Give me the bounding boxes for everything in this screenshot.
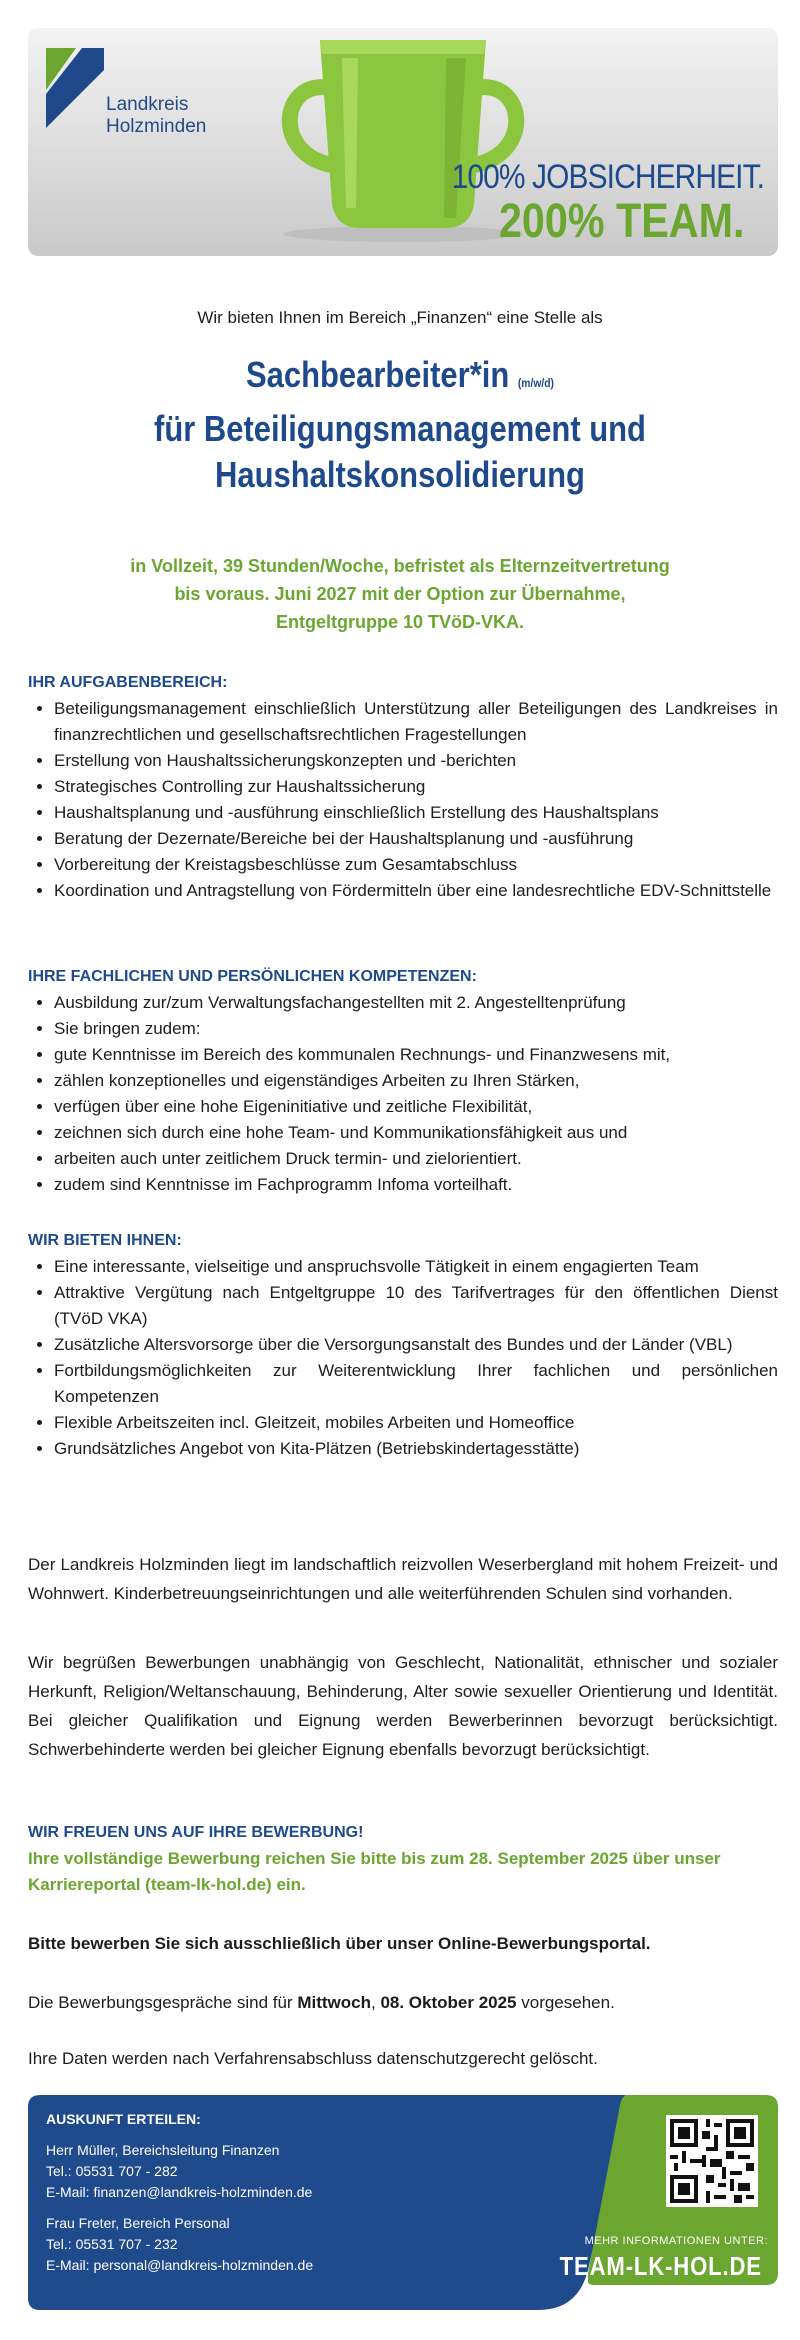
- more-info-label: MEHR INFORMATIONEN UNTER:: [584, 2235, 768, 2247]
- contact-heading: AUSKUNFT ERTEILEN:: [46, 2111, 201, 2127]
- online-only-text: Bitte bewerben Sie sich ausschließlich über unser Online-Bewerbungsportal.: [28, 1934, 651, 1953]
- interview-text: Die Bewerbungsgespräche sind für Mittwoch, 08. Oktober 2025 vorgesehen.: [28, 1993, 615, 2012]
- apply-deadline-text: Ihre vollständige Bewerbung reichen Sie bitte bis zum 28. September 2025 über unser Karriereportal (team-lk-hol.de) ein.: [28, 1849, 721, 1894]
- page-title: [0, 352, 800, 498]
- header-banner: [28, 28, 778, 256]
- footer: [28, 2095, 778, 2310]
- contact1-mail[interactable]: E-Mail: finanzen@landkreis-holzminden.de: [46, 2184, 313, 2200]
- privacy-text: Ihre Daten werden nach Verfahrensabschluss datenschutzgerecht gelöscht.: [28, 2049, 598, 2068]
- list-item: • zeichnen sich durch eine hohe Team- und Kommunikationsfähigkeit aus und: [54, 1120, 778, 1146]
- logo-line2: Holzminden: [106, 116, 207, 137]
- list-item: • Ausbildung zur/zum Verwaltungsfachangestellten mit 2. Angestelltenprüfung: [54, 990, 778, 1016]
- skills-heading: IHRE FACHLICHEN UND PERSÖNLICHEN KOMPETENZEN:: [28, 968, 477, 985]
- list-item: • Strategisches Controlling zur Haushaltssicherung: [54, 774, 778, 800]
- region-text: Der Landkreis Holzminden liegt im landschaftlich reizvollen Weserbergland mit hohem Freizeit- und Wohnwert. Kinderbetreuungseinrichtungen und alle weiterführenden Schulen sind vorhanden.: [28, 1555, 778, 1603]
- list-item: • Erstellung von Haushaltssicherungskonzepten und -berichten: [54, 748, 778, 774]
- list-item: • Attraktive Vergütung nach Entgeltgruppe 10 des Tarifvertrages für den öffentlichen Dienst (TVöD VKA): [54, 1280, 778, 1332]
- interview-day: Mittwoch: [297, 1993, 371, 2012]
- contact2-tel[interactable]: Tel.: 05531 707 - 232: [46, 2236, 178, 2252]
- apply-section: [28, 1820, 778, 1898]
- contact2-name: Frau Freter, Bereich Personal: [46, 2215, 230, 2231]
- intro-text: Wir bieten Ihnen im Bereich „Finanzen“ eine Stelle als: [197, 308, 603, 327]
- privacy-section: [28, 2046, 778, 2072]
- interview-date: 08. Oktober 2025: [380, 1993, 517, 2012]
- list-item: • Haushaltsplanung und -ausführung einschließlich Erstellung des Haushaltsplans: [54, 800, 778, 826]
- offer-list: [28, 1254, 778, 1462]
- logo-text: [106, 94, 206, 138]
- offer-heading: WIR BIETEN IHNEN:: [28, 1232, 182, 1249]
- tasks-section: [28, 674, 778, 904]
- terms-line: bis voraus. Juni 2027 mit der Option zur Übernahme,: [174, 584, 626, 604]
- title-line3: Haushaltskonsolidierung: [215, 454, 585, 495]
- diversity-paragraph: [28, 1648, 778, 1764]
- list-item: • Zusätzliche Altersvorsorge über die Versorgungsanstalt des Bundes und der Länder (VBL): [54, 1332, 778, 1358]
- landkreis-logo-mark-icon: [46, 48, 104, 128]
- list-item: • Beteiligungsmanagement einschließlich Unterstützung aller Beteiligungen des Landkreises in finanzrechtlichen und gesellschaftsrechtlichen Fragestellungen: [54, 696, 778, 748]
- landkreis-logo[interactable]: [46, 48, 226, 137]
- list-item: • Sie bringen zudem:: [54, 1016, 778, 1042]
- list-item: • Eine interessante, vielseitige und anspruchsvolle Tätigkeit in einem engagierten Team: [54, 1254, 778, 1280]
- list-item: • zudem sind Kenntnisse im Fachprogramm Infoma vorteilhaft.: [54, 1172, 778, 1198]
- website-link[interactable]: TEAM-LK-HOL.DE: [559, 2251, 762, 2281]
- offer-section: [28, 1232, 778, 1462]
- tasks-heading: IHR AUFGABENBEREICH:: [28, 674, 228, 691]
- list-item: • Vorbereitung der Kreistagsbeschlüsse zum Gesamtabschluss: [54, 852, 778, 878]
- list-item: • zählen konzeptionelles und eigenständiges Arbeiten zu Ihren Stärken,: [54, 1068, 778, 1094]
- contact-block-2: [46, 2213, 313, 2276]
- apply-heading: WIR FREUEN UNS AUF IHRE BEWERBUNG!: [28, 1824, 364, 1841]
- terms-line: in Vollzeit, 39 Stunden/Woche, befristet als Elternzeitvertretung: [130, 556, 670, 576]
- logo-line1: Landkreis: [106, 94, 189, 115]
- list-item: • Flexible Arbeitszeiten incl. Gleitzeit, mobiles Arbeiten und Homeoffice: [54, 1410, 778, 1436]
- region-paragraph: [28, 1550, 778, 1608]
- contact1-tel[interactable]: Tel.: 05531 707 - 282: [46, 2163, 178, 2179]
- skills-list: [28, 990, 778, 1198]
- skills-section: [28, 968, 778, 1198]
- slogan-team: 200% TEAM.: [498, 195, 744, 248]
- list-item: • Fortbildungsmöglichkeiten zur Weiterentwicklung Ihrer fachlichen und persönlichen Kompetenzen: [54, 1358, 778, 1410]
- contact1-name: Herr Müller, Bereichsleitung Finanzen: [46, 2142, 280, 2158]
- title-line1: Sachbearbeiter*in (m/w/d): [245, 354, 554, 395]
- tasks-list: [28, 696, 778, 904]
- online-only-section: [28, 1934, 778, 1954]
- terms-line: Entgeltgruppe 10 TVöD-VKA.: [275, 612, 524, 632]
- list-item: • Beratung der Dezernate/Bereiche bei der Haushaltsplanung und -ausführung: [54, 826, 778, 852]
- contact2-mail[interactable]: E-Mail: personal@landkreis-holzminden.de: [46, 2257, 314, 2273]
- list-item: • arbeiten auch unter zeitlichem Druck termin- und zielorientiert.: [54, 1146, 778, 1172]
- qr-code-icon[interactable]: [666, 2115, 758, 2207]
- list-item: • verfügen über eine hohe Eigeninitiative und zeitliche Flexibilität,: [54, 1094, 778, 1120]
- employment-terms: [0, 552, 800, 636]
- contact-block-1: [46, 2140, 313, 2203]
- diversity-text: Wir begrüßen Bewerbungen unabhängig von Geschlecht, Nationalität, ethnischer und sozialer Herkunft, Religion/Weltanschauung, Behinderung, Alter sowie sexueller Orientierung und Identität. Bei gleicher Qualifikation und Eignung werden Bewerberinnen bevorzugt berücksichtigt. Schwerbehinderte werden bei gleicher Eignung ebenfalls bevorzugt berücksichtigt.: [28, 1653, 778, 1759]
- list-item: • Grundsätzliches Angebot von Kita-Plätzen (Betriebskindertagesstätte): [54, 1436, 778, 1462]
- slogan-jobsicherheit: 100% JOBSICHERHEIT.: [451, 158, 764, 196]
- title-gender: (m/w/d): [517, 376, 554, 390]
- interview-section: [28, 1990, 778, 2016]
- contact-info: [46, 2109, 313, 2286]
- title-line2: für Beteiligungsmanagement und: [154, 408, 646, 449]
- list-item: • Koordination und Antragstellung von Fördermitteln über eine landesrechtliche EDV-Schnittstelle: [54, 878, 778, 904]
- list-item: • gute Kenntnisse im Bereich des kommunalen Rechnungs- und Finanzwesens mit,: [54, 1042, 778, 1068]
